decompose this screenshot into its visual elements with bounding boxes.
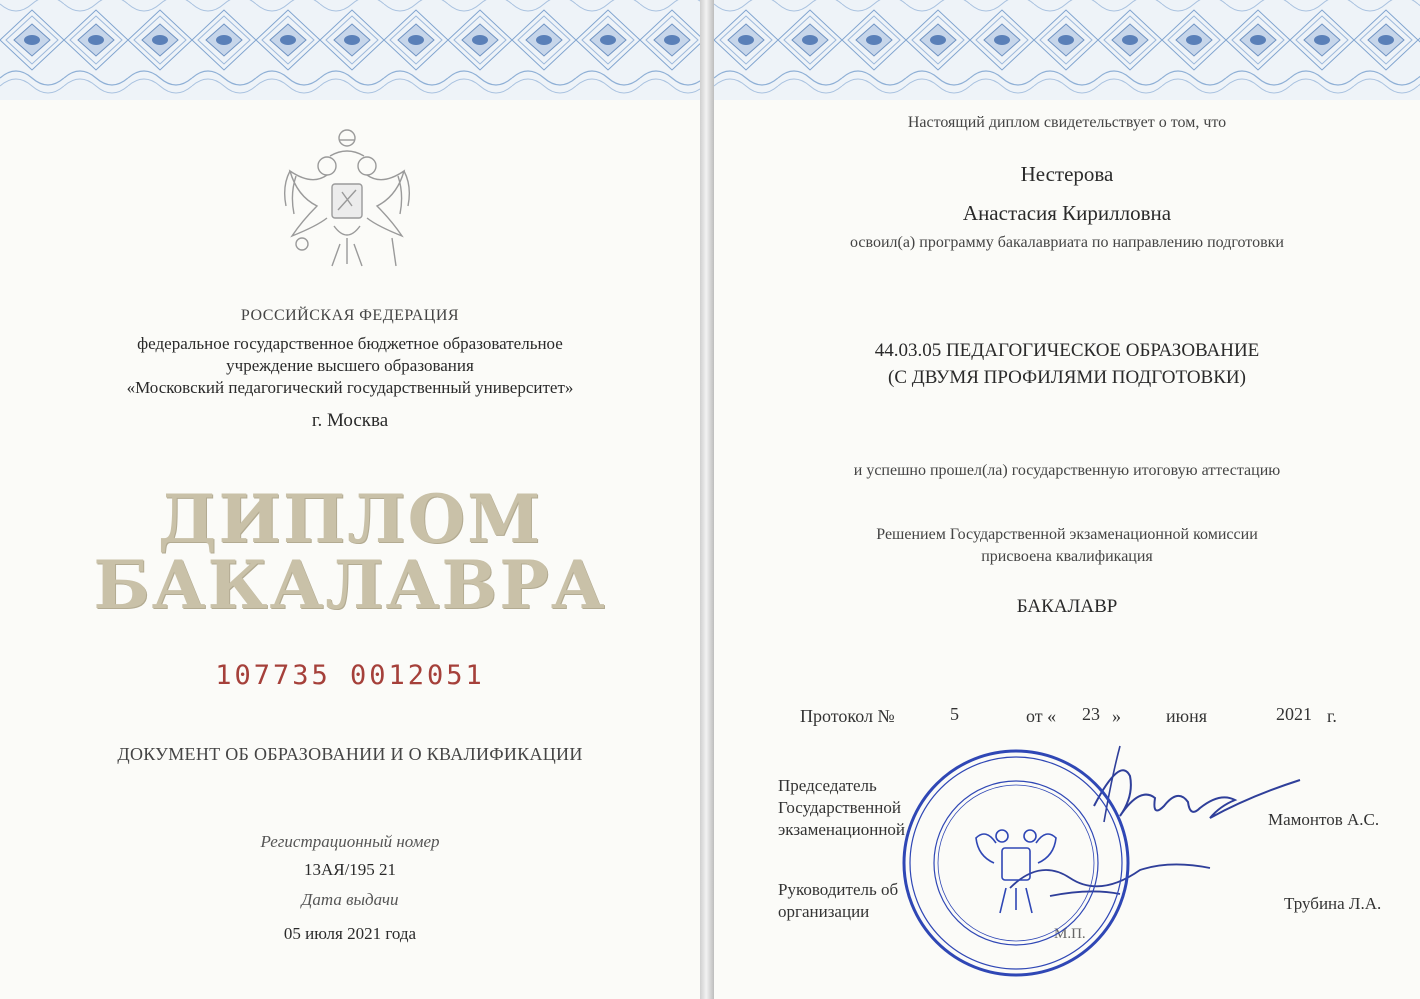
diploma-serial-number: 107735 0012051 — [215, 660, 485, 691]
institution-line-1: федеральное государственное бюджетное образовательное — [137, 334, 563, 353]
official-seal-stamp — [896, 748, 1136, 978]
chair-title-line-2: Государственной — [778, 798, 901, 817]
head-title-line-2: организации — [778, 902, 870, 921]
seal-place-mark: М.П. — [1054, 926, 1086, 942]
chair-title-line-1: Председатель — [778, 776, 877, 795]
chair-name: Мамонтов А.С. — [1268, 810, 1380, 829]
graduate-surname: Нестерова — [1020, 162, 1114, 186]
registration-label: Регистрационный номер — [260, 832, 440, 851]
chair-title-line-3: экзаменационной — [778, 820, 906, 839]
program-line-2: (С ДВУМЯ ПРОФИЛЯМИ ПОДГОТОВКИ) — [888, 367, 1246, 388]
issue-date-label: Дата выдачи — [301, 890, 399, 909]
diploma-title-line-1: ДИПЛОМ — [157, 480, 543, 558]
head-title-line-1: Руководитель об — [778, 880, 899, 899]
country-name: РОССИЙСКАЯ ФЕДЕРАЦИЯ — [240, 307, 460, 324]
protocol-year-suffix: г. — [1327, 706, 1337, 726]
protocol-label: Протокол № — [800, 706, 895, 726]
document-type: ДОКУМЕНТ ОБ ОБРАЗОВАНИИ И О КВАЛИФИКАЦИИ — [117, 744, 583, 764]
attestation-text: и успешно прошел(ла) государственную итоговую аттестацию — [853, 462, 1281, 479]
commission-decision-line-2: присвоена квалификация — [981, 548, 1153, 565]
city: г. Москва — [311, 410, 389, 431]
protocol-day: 23 — [1082, 704, 1100, 724]
institution-line-2: учреждение высшего образования — [226, 356, 474, 375]
coat-of-arms-emblem — [272, 126, 422, 276]
registration-number: 13АЯ/195 21 — [303, 860, 397, 879]
graduate-given-names: Анастасия Кирилловна — [962, 201, 1172, 225]
security-pattern-band — [714, 0, 1420, 108]
commission-decision-line-1: Решением Государственной экзаменационной комиссии — [876, 526, 1258, 543]
program-mastered-text: освоил(а) программу бакалавриата по направлению подготовки — [850, 234, 1284, 251]
head-name: Трубина Л.А. — [1284, 894, 1382, 913]
program-line-1: 44.03.05 ПЕДАГОГИЧЕСКОЕ ОБРАЗОВАНИЕ — [874, 340, 1260, 361]
diploma-cover-page — [0, 0, 700, 999]
protocol-number: 5 — [950, 704, 959, 724]
protocol-from: от « — [1026, 706, 1057, 726]
qualification: БАКАЛАВР — [1016, 596, 1118, 617]
security-pattern-band — [0, 0, 700, 108]
protocol-year: 2021 — [1276, 704, 1312, 724]
diploma-title-line-2: БАКАЛАВРА — [93, 546, 607, 624]
booklet-spine — [700, 0, 714, 999]
protocol-month: июня — [1166, 706, 1207, 726]
protocol-close-quote: » — [1112, 706, 1121, 726]
issue-date: 05 июля 2021 года — [283, 924, 417, 943]
institution-line-3: «Московский педагогический государственный университет» — [126, 378, 574, 397]
intro-text: Настоящий диплом свидетельствует о том, что — [907, 114, 1227, 131]
